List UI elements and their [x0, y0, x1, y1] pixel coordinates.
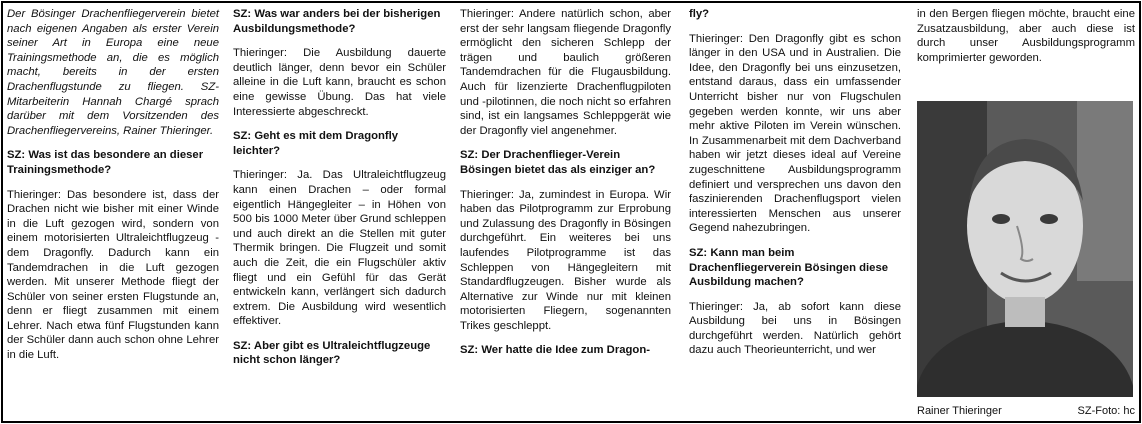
answer-6: Thieringer: Den Dragonfly gibt es schon länger in den USA und in Australien. Die Idee, den Dragonfly bei uns einzusetzen, entstand daraus, dass ein umfassender Unterricht bisher nur von Flugschulen gegeben werden konnte, wir uns aber mehr aktive Piloten im Verein wünschen. In Zusammenarbeit mit dem Dachverband haben wir jetzt dieses ideal auf Vereine zugeschnittene Ausbildungsprogramm definiert und versprechen uns davon den faszinierenden Drachenflugsport vielen interessierten Menschen aus unserer Gegend nahezubringen. — [689, 32, 901, 235]
question-6: SZ: Wer hatte die Idee zum Dragon- — [460, 344, 650, 357]
question-4: SZ: Aber gibt es Ultraleichtflugzeuge nicht schon länger? — [233, 339, 431, 367]
answer-7: Thieringer: Ja, ab sofort kann diese Ausbildung bei uns in Bösingen durchgeführt werden. Natürlich gehört dazu auch Theorieunterricht, und wer — [689, 300, 901, 357]
column-5 — [917, 7, 1135, 65]
question-6-continued: fly? — [689, 8, 710, 20]
answer-3: Thieringer: Ja. Das Ultraleichtflugzeug kann einen Drachen – oder formal eigentlich Hängegleiter – in Höhen von 500 bis 1000 Meter über Grund schleppen und auch direkt an die Stellen mit guter Thermik bringen. Die Flugzeit und somit auch die Zeit, die ein Flugschüler aktiv fliegt und ein Gefühl für das Gerät entwickeln kann, verlängert sich dadurch extrem. Die Ausbildung wird wesentlich effektiver. — [233, 169, 446, 328]
portrait-photo — [917, 101, 1133, 397]
photo-caption — [917, 405, 1135, 417]
answer-7-continued: in den Bergen fliegen möchte, braucht eine Zusatzausbildung, aber auch diese ist durch unser Ausbildungsprogramm komprimierter geworden. — [917, 8, 1135, 64]
question-3: SZ: Geht es mit dem Dragonfly leichter? — [233, 130, 399, 157]
question-5: SZ: Der Drachenflieger-Verein Bösingen bietet das als einziger an? — [460, 149, 656, 176]
question-2: SZ: Was war anders bei der bisherigen Ausbildungsmethode? — [233, 8, 441, 35]
caption-name: Rainer Thieringer — [917, 405, 1002, 417]
answer-1: Thieringer: Das besondere ist, dass der Drachen nicht wie bisher mit einer Winde in die Luft gezogen wird, sondern von einem motorisierten Ultraleichtflugzeug - dem Dragonfly. Dadurch kann ein Tandemdrachen in die Luft gezogen werden. Mit unserer Methode fliegt der Schüler von seiner ersten Flugstunde an, denn er fliegt zusammen mit einem Lehrer. Nach etwa fünf Flugstunden kann der Schüler dann auch schon ohne Lehrer in die Luft. — [7, 188, 219, 362]
column-2 — [233, 7, 446, 368]
answer-4: Thieringer: Andere natürlich schon, aber erst der sehr langsam fliegende Dragonfly ermöglicht den sicheren Schlepp der trägen und baulich größeren Tandemdrachen für die Flugausbildung. Auch für lizenzierte Drachenflugpiloten und -pilotinnen, die noch nicht so erfahren sind, ist ein langsames Schleppgerät wie der Dragonfly viel angenehmer. — [460, 8, 671, 137]
answer-2: Thieringer: Die Ausbildung dauerte deutlich länger, denn bevor ein Schüler alleine in die Luft kann, braucht es schon eine gewisse Übung. Das hat viele Interessierte abgeschreckt. — [233, 47, 446, 118]
newspaper-clipping — [1, 1, 1141, 423]
question-7: SZ: Kann man beim Drachenfliegerverein Bösingen diese Ausbildung machen? — [689, 246, 889, 289]
column-4 — [689, 7, 901, 358]
caption-credit: SZ-Foto: hc — [1077, 405, 1135, 417]
column-3 — [460, 7, 671, 358]
question-1: SZ: Was ist das besondere an dieser Trainingsmethode? — [7, 149, 204, 176]
answer-5: Thieringer: Ja, zumindest in Europa. Wir haben das Pilotprogramm zur Erprobung und Zulassung des Dragonfly in Bösingen durchgeführt. Ein weiteres bei uns laufendes Pilotprogramme ist das Schleppen von Hängegleitern mit Standardflugzeugen. Bisher wurde als Alternative zur Winde nur mit kleinen motorisierten Fliegern, sogenannten Trikes geschleppt. — [460, 188, 671, 332]
column-1 — [7, 7, 219, 363]
article-intro: Der Bösinger Drachenfliegerverein bietet nach eigenen Angaben als erster Verein seiner Art in Europa eine neue Trainingsmethode an, die es möglich macht, bereits in der ersten Drachenflugstunde zu fliegen. SZ-Mitarbeiterin Hannah Chargé sprach darüber mit dem Vorsitzenden des Drachenfliegervereins, Rainer Thieringer. — [7, 8, 219, 137]
portrait-illustration — [917, 101, 1133, 397]
